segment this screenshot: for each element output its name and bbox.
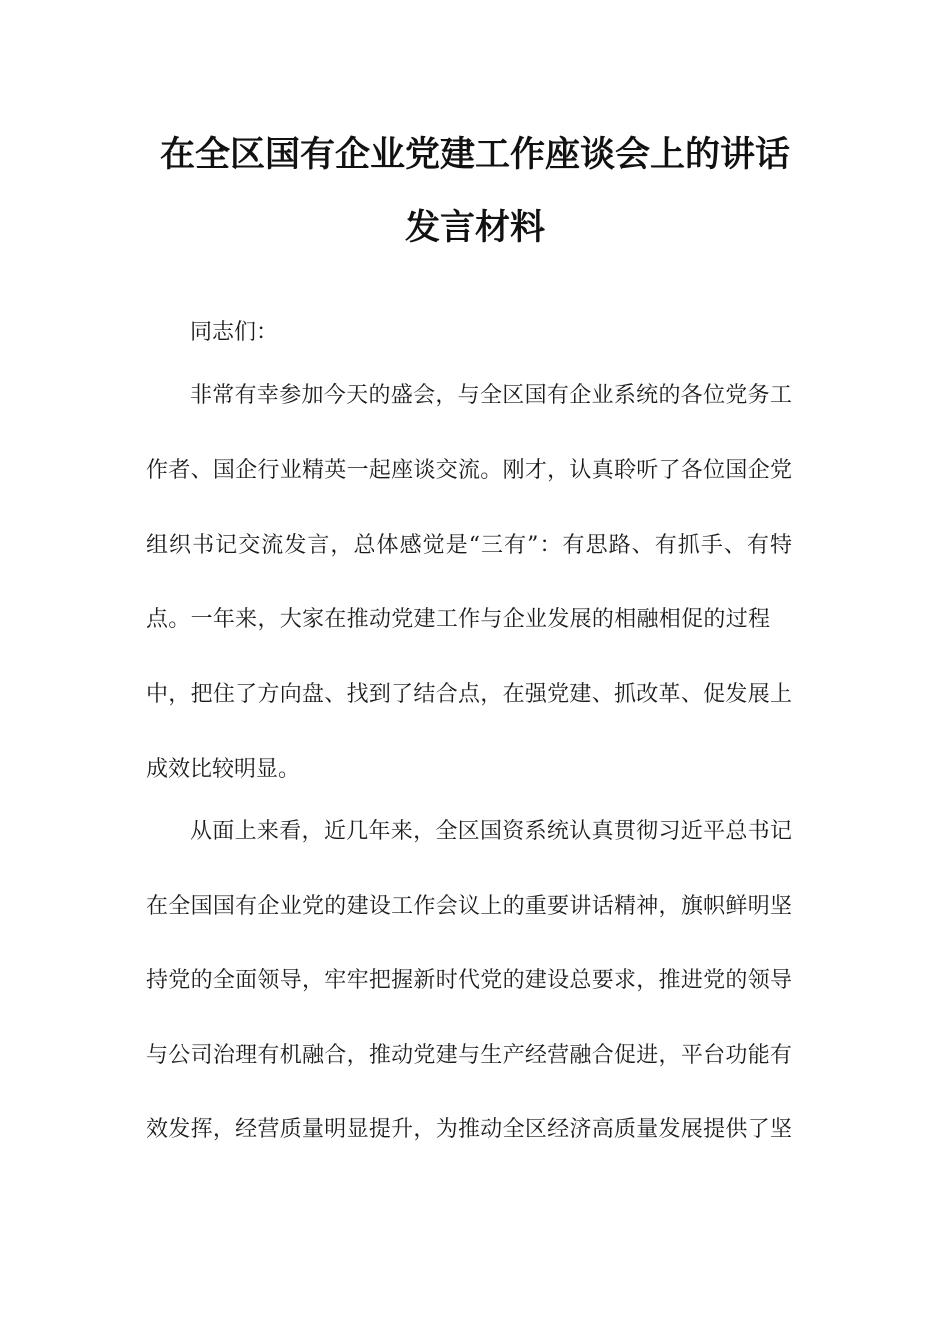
document-title-line-2: 发言材料 bbox=[404, 207, 545, 248]
salutation: 同志们： bbox=[190, 320, 279, 345]
paragraph-line: 作者、国企行业精英一起座谈交流。刚才，认真聆听了各位国企党 bbox=[146, 458, 792, 483]
document-title-line-1: 在全区国有企业党建工作座谈会上的讲话 bbox=[159, 134, 790, 175]
paragraph-line: 与公司治理有机融合，推动党建与生产经营融合促进，平台功能有 bbox=[146, 1043, 792, 1068]
paragraph-line: 非常有幸参加今天的盛会，与全区国有企业系统的各位党务工 bbox=[190, 383, 792, 408]
paragraph-line: 成效比较明显。 bbox=[146, 757, 301, 782]
paragraph-line: 点。一年来，大家在推动党建工作与企业发展的相融相促的过程 bbox=[146, 607, 770, 632]
paragraph-line: 从面上来看，近几年来，全区国资系统认真贯彻习近平总书记 bbox=[190, 819, 792, 844]
paragraph-line: 持党的全面领导，牢牢把握新时代党的建设总要求，推进党的领导 bbox=[146, 968, 792, 993]
paragraph-line: 在全国国有企业党的建设工作会议上的重要讲话精神，旗帜鲜明坚 bbox=[146, 894, 792, 919]
paragraph-line: 组织书记交流发言，总体感觉是“三有”：有思路、有抓手、有特 bbox=[146, 533, 792, 558]
paragraph-line: 效发挥，经营质量明显提升，为推动全区经济高质量发展提供了坚 bbox=[146, 1117, 792, 1142]
paragraph-line: 中，把住了方向盘、找到了结合点，在强党建、抓改革、促发展上 bbox=[146, 682, 792, 707]
